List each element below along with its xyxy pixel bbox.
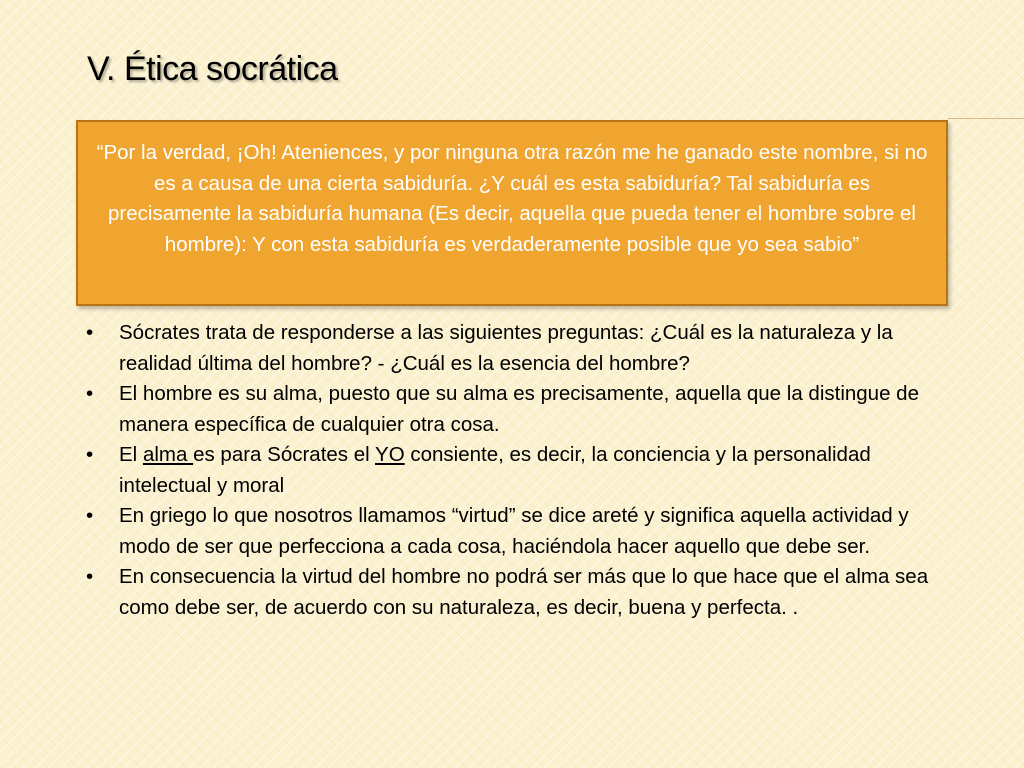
underlined-term-yo: YO	[375, 443, 405, 466]
bullet-item	[86, 440, 956, 501]
bullet-text: El hombre es su alma, puesto que su alma es precisamente, aquella que la distingue de manera específica de cualquier otra cosa.	[119, 382, 919, 436]
bullet-marker: •	[86, 443, 94, 466]
bullet-marker: •	[86, 565, 94, 588]
bullet-text-part: El	[119, 443, 143, 466]
underlined-term-alma: alma	[142, 443, 194, 466]
quote-box	[76, 120, 948, 306]
bullet-text: En consecuencia la virtud del hombre no podrá ser más que lo que hace que el alma sea como debe ser, de acuerdo con su naturaleza, es decir, buena y perfecta. .	[119, 565, 929, 619]
bullet-list	[86, 318, 956, 623]
bullet-text: En griego lo que nosotros llamamos “virtud” se dice areté y significa aquella actividad y modo de ser que perfecciona a cada cosa, haciéndola hacer aquello que debe ser.	[119, 504, 909, 558]
bullet-item	[86, 562, 956, 623]
bullet-text: Sócrates trata de responderse a las siguientes preguntas: ¿Cuál es la naturaleza y la realidad última del hombre? - ¿Cuál es la esencia del hombre?	[119, 321, 893, 375]
bullet-text-part: consiente, es decir, la conciencia y la personalidad intelectual y moral	[119, 443, 871, 497]
bullet-marker: •	[86, 321, 94, 344]
slide-title: V. Ética socrática	[87, 50, 338, 88]
title-divider	[948, 118, 1024, 119]
bullet-item	[86, 379, 956, 440]
bullet-item	[86, 318, 956, 379]
bullet-text-part: es para Sócrates el	[193, 443, 376, 466]
quote-text: “Por la verdad, ¡Oh! Ateniences, y por ninguna otra razón me he ganado este nombre, si no es a causa de una cierta sabiduría. ¿Y cuál es esta sabiduría? Tal sabiduría es precisamente la sabiduría humana (Es decir, aquella que pueda tener el hombre sobre el hombre): Y con esta sabiduría es verdaderamente posible que yo sea sabio”	[96, 141, 928, 256]
bullet-marker: •	[86, 382, 94, 405]
bullet-item	[86, 501, 956, 562]
bullet-marker: •	[86, 504, 94, 527]
